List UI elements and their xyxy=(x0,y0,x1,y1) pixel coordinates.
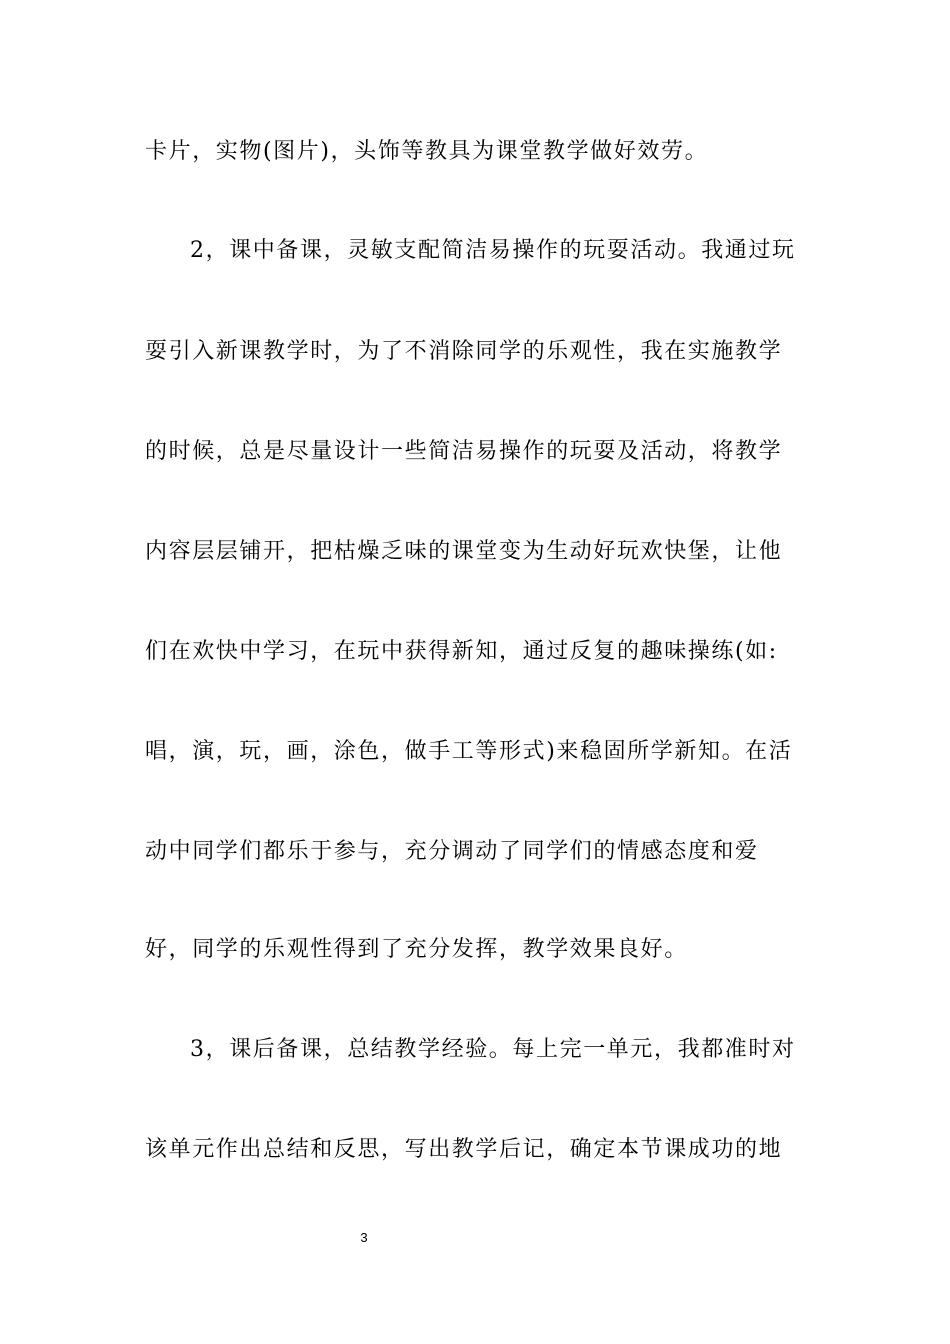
text-line-1: 卡片，实物(图片)，头饰等教具为课堂教学做好效劳。 xyxy=(145,139,709,164)
text-line-2: 2，课中备课，灵敏支配简洁易操作的玩耍活动。我通过玩 xyxy=(190,238,796,263)
text-line-4: 的时候，总是尽量设计一些简洁易操作的玩耍及活动，将教学 xyxy=(145,439,783,464)
text-line-5: 内容层层铺开，把枯燥乏味的课堂变为生动好玩欢快堡，让他 xyxy=(145,539,783,564)
text-line-11: 该单元作出总结和反思，写出教学后记，确定本节课成功的地 xyxy=(145,1137,783,1162)
text-line-9: 好，同学的乐观性得到了充分发挥，教学效果良好。 xyxy=(145,937,688,962)
page-number: 3 xyxy=(360,1230,368,1245)
text-line-3: 耍引入新课教学时，为了不消除同学的乐观性，我在实施教学 xyxy=(145,339,783,364)
text-line-6: 们在欢快中学习，在玩中获得新知，通过反复的趣味操练(如: xyxy=(145,639,778,664)
text-line-10: 3，课后备课，总结教学经验。每上完一单元，我都准时对 xyxy=(190,1037,796,1062)
text-line-8: 动中同学们都乐于参与，充分调动了同学们的情感态度和爱 xyxy=(145,839,759,864)
text-line-7: 唱，演，玩，画，涂色，做手工等形式)来稳固所学新知。在活 xyxy=(145,739,793,764)
